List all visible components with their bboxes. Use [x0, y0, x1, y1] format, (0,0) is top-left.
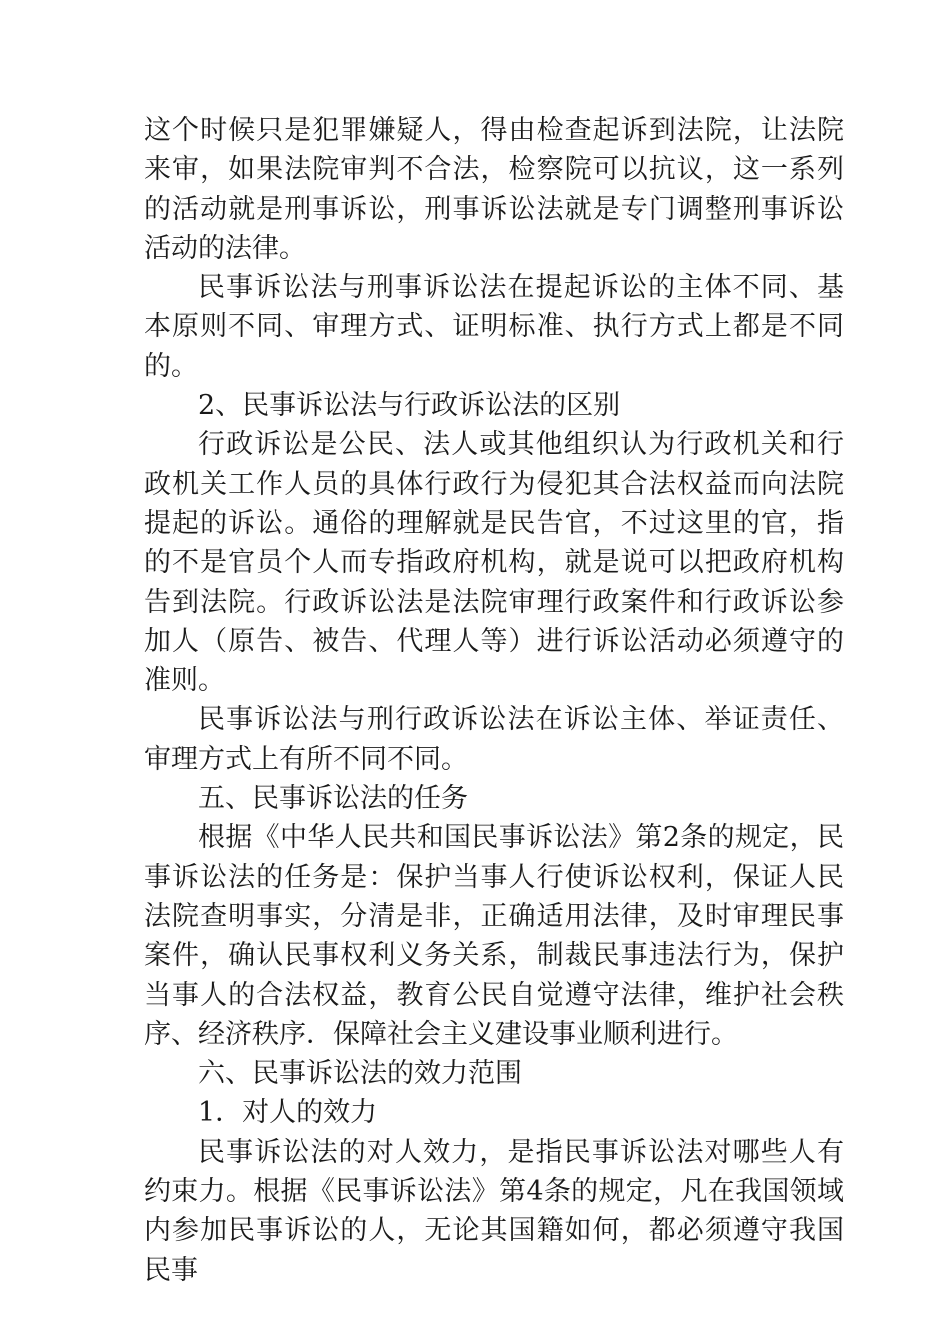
heading-effect-on-persons: 1．对人的效力	[198, 1097, 378, 1129]
paragraph-administrative-litigation: 行政诉讼是公民、法人或其他组织认为行政机关和行政机关工作人员的具体行政行为侵犯其合法权益而向法院提起的诉讼。通俗的理解就是民告官，不过这里的官，指的不是官员个人而专指政府机构，就是说可以把政府机构告到法院。行政诉讼法是法院审理行政案件和行政诉讼参加人（原告、被告、代理人等）进行诉讼活动必须遵守的准则。	[144, 429, 844, 697]
paragraph-effect-on-persons: 民事诉讼法的对人效力，是指民事诉讼法对哪些人有约束力。根据《民事诉讼法》第4条的规定，凡在我国领域内参加民事诉讼的人，无论其国籍如何，都必须遵守我国民事	[144, 1136, 844, 1286]
paragraph-tasks: 根据《中华人民共和国民事诉讼法》第2条的规定，民事诉讼法的任务是：保护当事人行使诉讼权利，保证人民法院查明事实，分清是非，正确适用法律，及时审理民事案件，确认民事权利义务关系，制裁民事违法行为，保护当事人的合法权益，教育公民自觉遵守法律，维护社会秩序、经济秩序．保障社会主义建设事业顺利进行。	[144, 822, 844, 1050]
heading-section-six: 六、民事诉讼法的效力范围	[198, 1058, 522, 1090]
paragraph-civil-vs-administrative: 民事诉讼法与刑行政诉讼法在诉讼主体、举证责任、审理方式上有所不同不同。	[144, 704, 844, 775]
paragraph-civil-vs-criminal: 民事诉讼法与刑事诉讼法在提起诉讼的主体不同、基本原则不同、审理方式、证明标准、执行方式上都是不同的。	[144, 272, 844, 382]
heading-section-five: 五、民事诉讼法的任务	[198, 783, 468, 815]
document-page	[144, 111, 844, 1290]
paragraph-criminal-procedure-continued: 这个时候只是犯罪嫌疑人，得由检查起诉到法院，让法院来审，如果法院审判不合法，检察院可以抗议，这一系列的活动就是刑事诉讼，刑事诉讼法就是专门调整刑事诉讼活动的法律。	[144, 115, 844, 264]
heading-civil-vs-administrative: 2、民事诉讼法与行政诉讼法的区别	[198, 390, 621, 422]
